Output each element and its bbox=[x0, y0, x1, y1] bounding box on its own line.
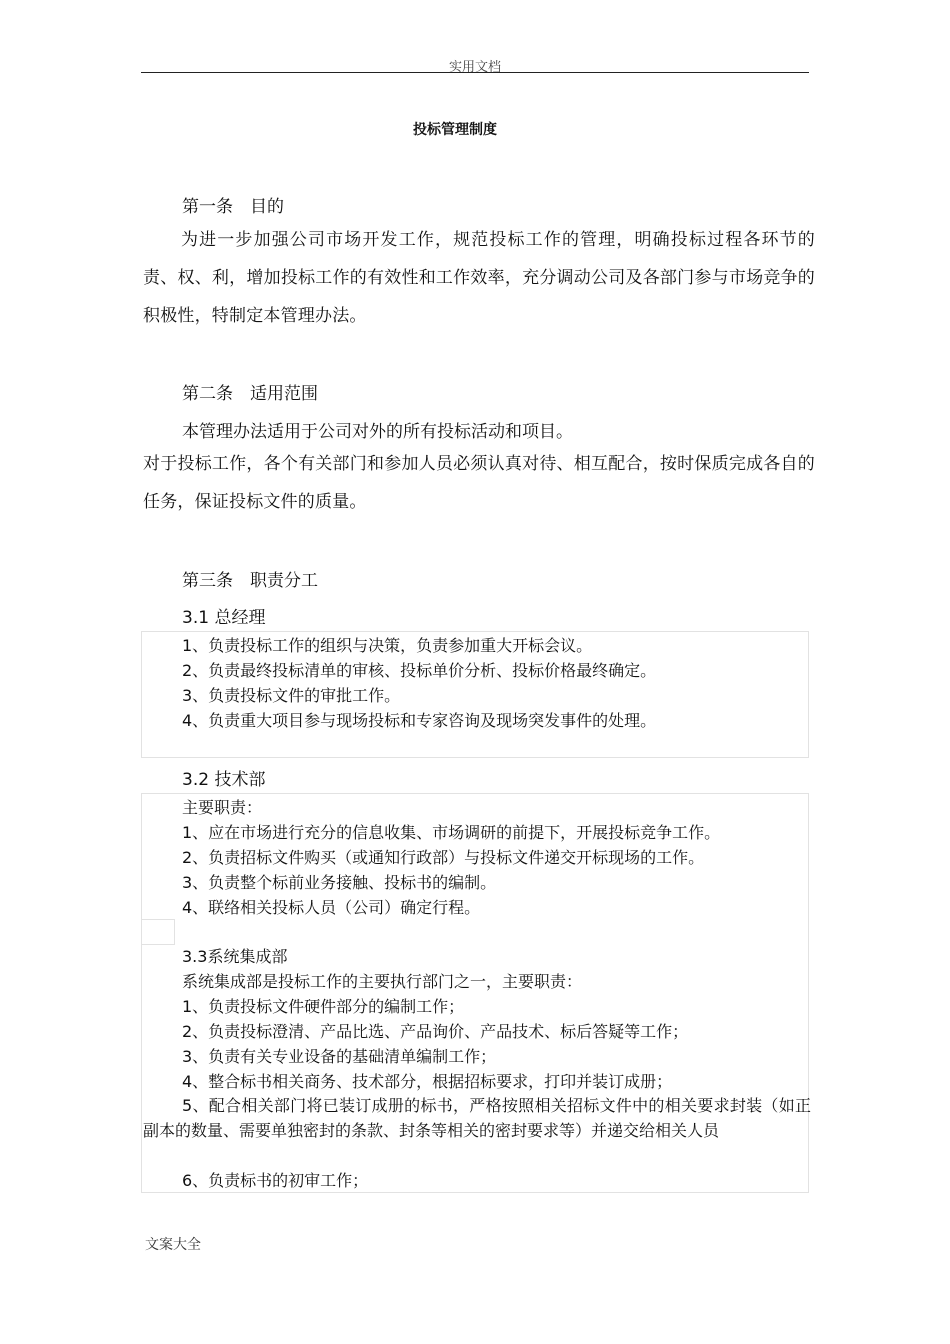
gm-item-3: 3、负责投标文件的审批工作。 bbox=[182, 686, 401, 705]
gm-item-2: 2、负责最终投标清单的审核、投标单价分析、投标价格最终确定。 bbox=[182, 661, 657, 680]
small-cell-box bbox=[141, 919, 175, 945]
tech-item-1: 1、应在市场进行充分的信息收集、市场调研的前提下，开展投标竞争工作。 bbox=[182, 823, 721, 842]
page-header: 实用文档 bbox=[448, 60, 501, 75]
gm-item-4: 4、负责重大项目参与现场投标和专家咨询及现场突发事件的处理。 bbox=[182, 711, 657, 730]
si-intro: 系统集成部是投标工作的主要执行部门之一，主要职责： bbox=[182, 972, 583, 991]
si-item-6: 6、负责标书的初审工作； bbox=[182, 1171, 369, 1190]
gm-item-1: 1、负责投标工作的组织与决策，负责参加重大开标会议。 bbox=[182, 636, 593, 655]
si-item-4: 4、整合标书相关商务、技术部分，根据招标要求，打印并装订成册； bbox=[182, 1072, 673, 1091]
tech-item-2: 2、负责招标文件购买（或通知行政部）与投标文件递交开标现场的工作。 bbox=[182, 848, 705, 867]
article-2-body: 对于投标工作，各个有关部门和参加人员必须认真对待、相互配合，按时保质完成各自的任务，保证投标文件的质量。 bbox=[143, 454, 815, 512]
section-3-2-heading: 3.2 技术部 bbox=[182, 770, 266, 790]
si-item-1: 1、负责投标文件硬件部分的编制工作； bbox=[182, 997, 465, 1016]
section-3-3-heading: 3.3系统集成部 bbox=[182, 947, 288, 966]
section-3-1-heading: 3.1 总经理 bbox=[182, 608, 266, 628]
tech-item-3: 3、负责整个标前业务接触、投标书的编制。 bbox=[182, 873, 497, 892]
tech-intro: 主要职责： bbox=[182, 798, 263, 817]
header-rule bbox=[141, 72, 809, 73]
article-1-heading: 第一条 目的 bbox=[182, 197, 284, 217]
article-3-heading: 第三条 职责分工 bbox=[182, 571, 318, 591]
tech-item-4: 4、联络相关投标人员（公司）确定行程。 bbox=[182, 898, 481, 917]
si-item-3: 3、负责有关专业设备的基础清单编制工作； bbox=[182, 1047, 497, 1066]
page-footer: 文案大全 bbox=[145, 1237, 201, 1253]
si-item-2: 2、负责投标澄清、产品比选、产品询价、产品技术、标后答疑等工作； bbox=[182, 1022, 689, 1041]
si-item-5: 5、配合相关部门将已装订成册的标书，严格按照相关招标文件中的相关要求封装（如正副本的数量、需要单独密封的条款、封条等相关的密封要求等）并递交给相关人员 bbox=[143, 1096, 811, 1140]
article-2-line1: 本管理办法适用于公司对外的所有投标活动和项目。 bbox=[182, 422, 573, 442]
document-title: 投标管理制度 bbox=[413, 122, 497, 138]
article-1-body: 为进一步加强公司市场开发工作，规范投标工作的管理，明确投标过程各环节的责、权、利，增加投标工作的有效性和工作效率，充分调动公司及各部门参与市场竞争的积极性，特制定本管理办法。 bbox=[143, 230, 815, 326]
article-2-heading: 第二条 适用范围 bbox=[182, 384, 318, 404]
